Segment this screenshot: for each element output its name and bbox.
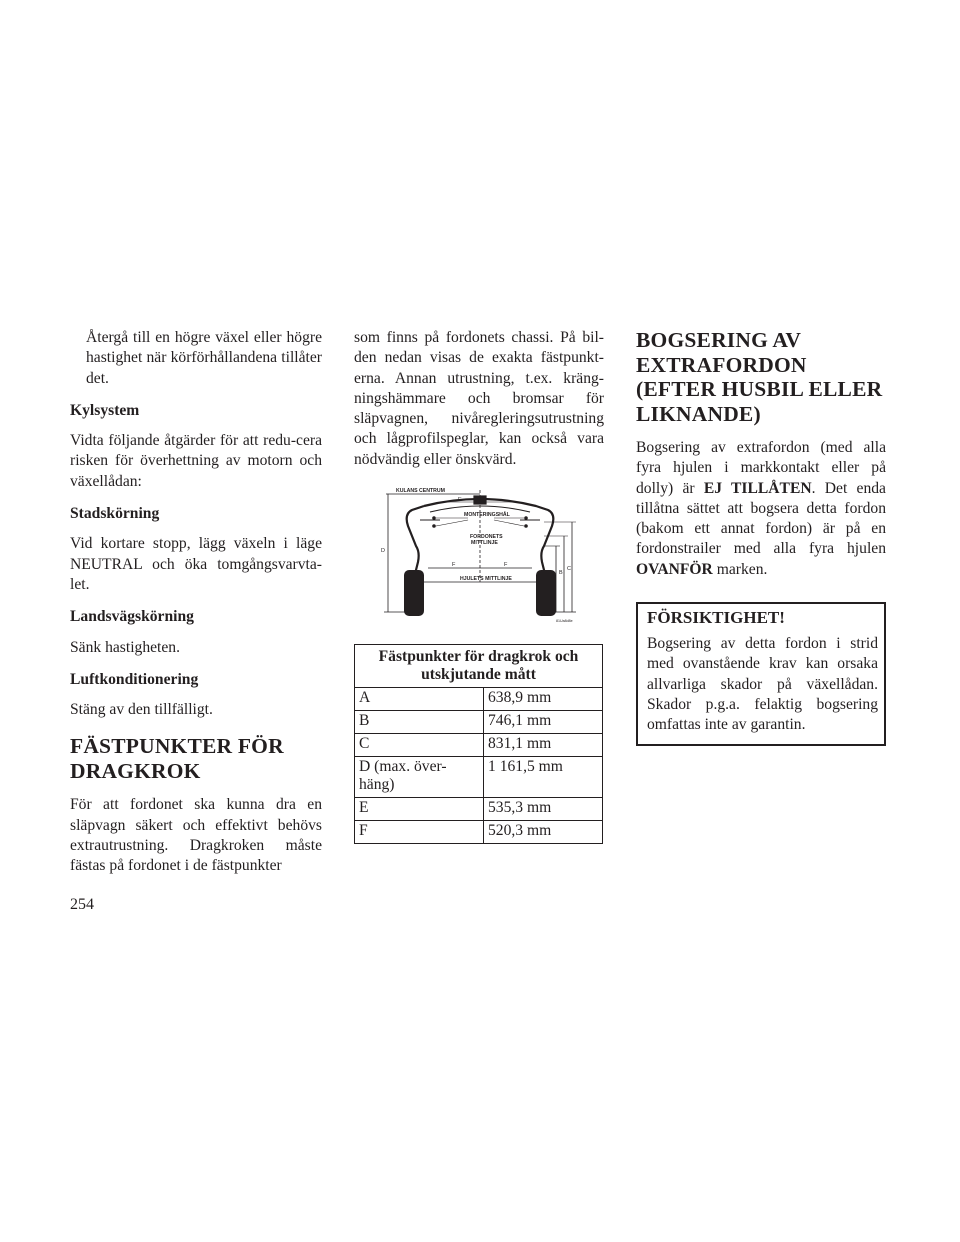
table-caption: Fästpunkter för dragkrok och utskjutande mått [355, 645, 603, 688]
label-centerline-1: FORDONETS [470, 534, 503, 541]
paragraph-luftkonditionering: Stäng av den tillfälligt. [70, 701, 213, 719]
table-cell-value: 831,1 mm [484, 734, 603, 757]
table-cell-key: A [355, 688, 484, 711]
table-row [355, 757, 603, 798]
heading-landsvagskorning: Landsvägskörning [70, 608, 194, 626]
label-wheel-centerline: HJULETS MITTLINJE [460, 576, 512, 583]
mounting-hole [524, 524, 528, 528]
letter-a: A [551, 574, 555, 581]
text-run: Bogsering av extrafordon (med alla fyra hjulen i markkontakt eller på dolly) är [636, 439, 886, 497]
emphasis-ej-tillaten: EJ TILLÅTEN [703, 479, 812, 497]
right-column [636, 328, 886, 746]
left-column [70, 328, 322, 877]
label-centerline-2: MITTLINJE [471, 540, 498, 547]
heading-kylsystem: Kylsystem [70, 401, 140, 419]
paragraph-landsvagskorning: Sänk hastigheten. [70, 638, 181, 656]
warning-title: FÖRSIKTIGHET! [647, 608, 785, 628]
middle-column [354, 328, 604, 844]
left-tire-shape [404, 570, 424, 616]
table-row [355, 821, 603, 844]
table-row [355, 798, 603, 821]
table-cell-key: E [355, 798, 484, 821]
table-cell-key: F [355, 821, 484, 844]
paragraph-fastpunkter-continued: som finns på fordonets chassi. På bil-den nedan visas de exakta fästpunkt-erna. Annan utrustning, t.ex. kräng-ningshämmare och bromsar för släpvagnen, nivåregleringsutrustning och lågprofilspeglar, kan också vara nödvändig eller önskvärd. [354, 329, 604, 468]
paragraph-shift-up: Återgå till en högre växel eller högre hastighet när körförhållandena tillåter det. [86, 329, 322, 387]
table-cell-key: C [355, 734, 484, 757]
section-title-fastpunkter: FÄSTPUNKTER FÖR DRAGKROK [70, 734, 284, 783]
table-row [355, 734, 603, 757]
table-cell-key: B [355, 711, 484, 734]
paragraph-kylsystem: Vidta följande åtgärder för att redu-cera risken för överhettning av motorn och växellådan: [70, 432, 322, 490]
paragraph-fastpunkter: För att fordonet ska kunna dra en släpvagn säkert och effektivt behövs extrautrustning. Dragkroken måste fästas på fordonet i de fästpunkter [70, 796, 322, 875]
paragraph-bogsering [636, 438, 886, 580]
paragraph-stadskorning: Vid kortare stopp, lägg växeln i läge NEUTRAL och öka tomgångsvarvta-let. [70, 535, 322, 593]
emphasis-ovanfor: OVANFÖR [636, 560, 713, 578]
table-row [355, 711, 603, 734]
heading-stadskorning: Stadskörning [70, 505, 160, 523]
mounting-hole [432, 524, 436, 528]
table-row [355, 688, 603, 711]
table-cell-value: 638,9 mm [484, 688, 603, 711]
page-number: 254 [70, 896, 94, 913]
letter-c: C [567, 566, 571, 573]
hitch-dimensions-table [354, 644, 603, 844]
table-cell-value: 1 161,5 mm [484, 757, 603, 798]
mounting-hole [432, 516, 436, 520]
letter-f-left: F [452, 562, 456, 569]
mounting-hole [524, 516, 528, 520]
label-mounting-hole: MONTERINGSHÅL [464, 512, 510, 519]
label-ball-center: KULANS CENTRUM [396, 488, 445, 495]
table-cell-value: 746,1 mm [484, 711, 603, 734]
letter-f-right: F [504, 562, 508, 569]
text-run: . Det enda tillåtna sättet att bogsera detta fordon (bakom ett annat fordon) är på en fordonstrailer med alla fyra hjulen [636, 479, 886, 558]
table-cell-value: 535,3 mm [484, 798, 603, 821]
heading-luftkonditionering: Luftkonditionering [70, 670, 199, 688]
table-cell-key: D (max. över-häng) [355, 757, 484, 798]
letter-b: B [559, 570, 563, 577]
letter-e: E [458, 497, 462, 504]
frame-outline-left [407, 506, 424, 578]
warning-text: Bogsering av detta fordon i strid med ovanstående krav kan orsaka allvarliga skador på växellådan. Skador p.g.a. felaktig bogsering omfattas inte av garantin. [647, 635, 878, 734]
warning-box [636, 602, 886, 745]
letter-d: D [381, 548, 385, 555]
text-run: marken. [712, 560, 768, 578]
section-title-bogsering: BOGSERING AV EXTRAFORDON (EFTER HUSBIL ELLER LIKNANDE) [636, 328, 883, 426]
table-cell-value: 520,3 mm [484, 821, 603, 844]
figure-code: 81Ua8d8e [556, 619, 573, 624]
hitch-mounting-diagram [380, 486, 580, 624]
